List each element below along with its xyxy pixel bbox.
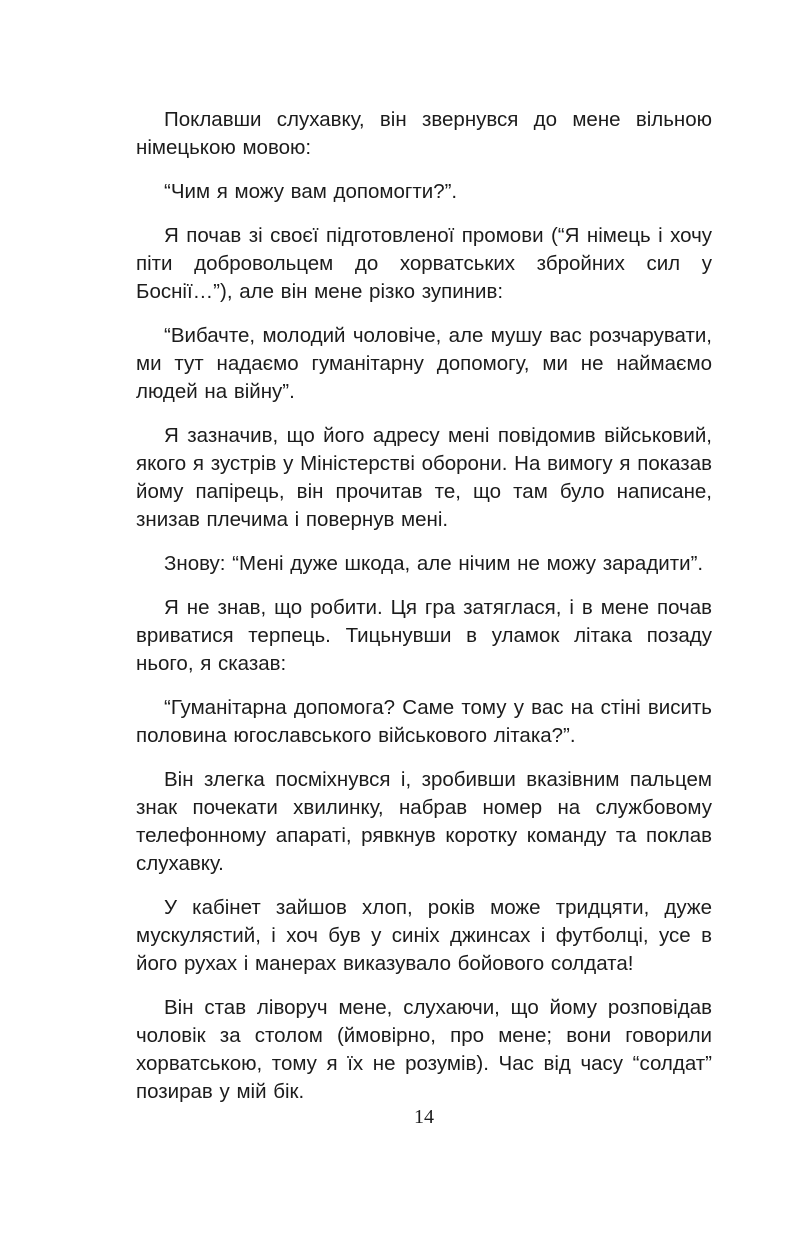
- paragraph: Поклавши слухавку, він звернувся до мене вільною німецькою мовою:: [136, 108, 712, 159]
- paragraph: Я почав зі своєї підготовленої промови (“Я німець і хочу піти добровольцем до хорватських збройних сил у Боснії…”), але він мене різко зупинив:: [136, 224, 712, 303]
- page-number: 14: [414, 1106, 434, 1128]
- paragraph: “Вибачте, молодий чоловіче, але мушу вас розчарувати, ми тут надаємо гуманітарну допомогу, ми не наймаємо людей на війну”.: [136, 324, 712, 403]
- paragraph: Я зазначив, що його адресу мені повідомив військовий, якого я зустрів у Міністерстві оборони. На вимогу я показав йому папірець, він прочитав те, що там було написане, знизав плечима і повернув мені.: [136, 424, 712, 531]
- paragraph: “Гуманітарна допомога? Саме тому у вас на стіні висить половина югославського військового літака?”.: [136, 696, 712, 747]
- paragraph: Я не знав, що робити. Ця гра затяглася, і в мене почав вриватися терпець. Тицьнувши в уламок літака позаду нього, я сказав:: [136, 596, 712, 675]
- paragraph: Знову: “Мені дуже шкода, але нічим не можу зарадити”.: [164, 552, 704, 575]
- paragraph: Він став ліворуч мене, слухаючи, що йому розповідав чоловік за столом (ймовірно, про мене; вони говорили хорватською, тому я їх не розумів). Час від часу “солдат” позирав у мій бік.: [136, 996, 712, 1103]
- paragraph: “Чим я можу вам допомогти?”.: [164, 180, 458, 203]
- paragraph: У кабінет зайшов хлоп, років може тридцяти, дуже мускулястий, і хоч був у синіх джинсах і футболці, усе в його рухах і манерах виказувало бойового солдата!: [136, 896, 712, 975]
- text-block: [136, 106, 712, 1122]
- page-footer: [136, 1106, 712, 1129]
- paragraph: Він злегка посміхнувся і, зробивши вказівним пальцем знак почекати хвилинку, набрав номер на службовому телефонному апараті, рявкнув коротку команду та поклав слухавку.: [136, 768, 712, 875]
